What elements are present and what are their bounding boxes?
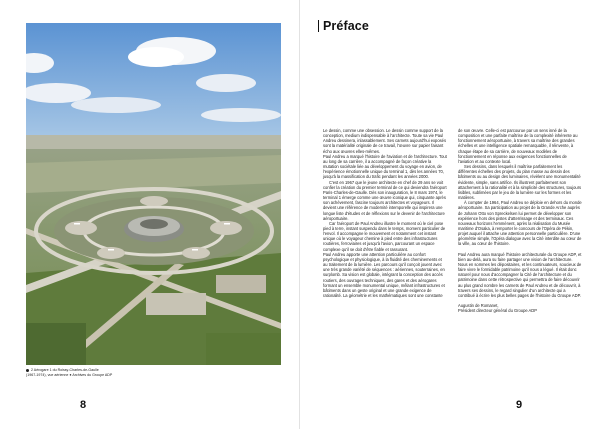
paragraph: Ses dessins, dans lesquels il maîtrise parfaitement les différentes échelles des projets, du plan masse au dessin des bâtiments ou au design des luminaires, révèlent une monumentalité évidente, simple, sans artifice. Ils illustrent parfaitement son attachement à la rationalité et à la simplicité des structures, toujours lisibles, sublimées par le jeu de la lumière sur les formes et les matières. [458,164,582,201]
bullet-icon [26,369,29,372]
aerial-photo-illustration [26,23,281,365]
right-page [300,0,600,429]
page-number-left: 8 [80,399,87,411]
paragraph: Paul Andreu apporte une attention particulière au confort psychologique et physiologique, à la fluidité des cheminements et au traitement de la lumière. Les parcours qu'il conçoit jouent avec une très grande variété de séquences : aériennes, souterraines, en surplomb. Sa vision est globale, intégrant la conception des accès routiers, des ouvrages techniques, des gares et des aérogares formant un ensemble monumental unique, mêlant infrastructures et bâtiments dans un geste original et une grande exigence de rationalité. La géométrie et les mathématiques sont une constante [323,251,445,298]
text-column-1 [323,128,447,298]
paragraph: C'est en 1967 que le jeune architecte en chef de 29 ans se voit confier la création du premier terminal de ce qui deviendra l'aéroport Paris-Charles-de-Gaulle. Dès son inauguration, le 8 mars 1974, le terminal 1 émerge comme une œuvre iconique qui, cinquante après son achèvement, fascine toujours architectes et voyageurs. Il devient une référence de modernité intemporelle qui inspirera une longue liste d'études et de réflexions sur le devenir de l'architecture aéroportuaire. [323,179,447,221]
text-column-2 [458,128,582,313]
paragraph: de son œuvre. Celle-ci est parcourue par un sens inné de la composition et une parfaite maîtrise de la complexité inhérente au fonctionnement aéroportuaire, à travers sa maîtrise des grandes échelles et une intelligence spatiale remarquable, il réinvente, à chaque étape de sa carrière, de nouveaux modèles de fonctionnement en réponse aux exigences fonctionnelles de l'aviation et au contexte local. [458,128,578,164]
paragraph: Le dessin, comme une obsession. Le dessin comme support de la conception, medium indispensable à l'architecte. Toute sa vie Paul Andreu dessinera, inlassablement. Ses carnets aujourd'hui exposés sont la matérialité originale de ce travail, l'œuvre sur papier faisant écho aux œuvres elles-mêmes. [323,128,446,154]
paragraph: Car l'aéroport de Paul Andreu illustre le moment où le ciel pose pied à terre, instant suspendu dans le temps, moment particulier de l'envol. Il accompagne le mouvement et notamment cet instant unique où le voyageur chemine à pied entre des infrastructures routières, ferroviaires et jusqu'à l'avion, parcourant un espace complexe qu'il se doit d'être fiable et rassurant. [323,220,446,252]
photo-caption [26,368,216,378]
paragraph: À compter de 1964, Paul Andreu se déploie en dehors du monde aéroportuaire. Sa participation au projet de la Grande Arche auprès de Johann Otto von Spreckelsen lui permet de développer son expérience hors des pistes d'atterrissage et des terminaux. Ces nouveaux horizons l'emmènent, après la réalisation du Musée maritime d'Osaka, à remporter le concours de l'Opéra de Pékin, projet auquel il attache une attention personnelle particulière. D'une géométrie simple, l'Opéra dialogue avec la Cité interdite au cœur de la ville, au cœur de l'histoire. [458,200,582,247]
signature-title: Président directeur général du Groupe ADP [458,308,537,314]
page-title: Préface [318,20,369,32]
page-number-right: 9 [516,399,523,411]
paragraph: Paul Andreu aura marqué l'histoire architecturale du Groupe ADP, et bien au-delà, aura su faire partager une vision de l'architecture. Nous en sommes les dépositaires, et les continuateurs, soucieux de faire vivre le formidable patrimoine qu'il nous a légué. Il était donc naturel pour nous d'accompagner la Cité de l'architecture et du patrimoine dans cette rétrospective qui permettra de faire découvrir au plus grand nombre les carnets de Paul Andreu et de découvrir, à travers ses dessins, le regard singulier d'un architecte qui a contribué à écrire les plus belles pages de l'histoire du Groupe ADP. [458,251,582,298]
caption-text-1: 2 Aérogare 1 du Roissy-Charles-de-Gaulle [31,368,99,372]
caption-line-2: (1967-1974), vue aérienne ● Archives du Groupe ADP [26,373,113,377]
aerial-photo [26,23,281,365]
paragraph: Paul Andreu a marqué l'histoire de l'aviation et de l'architecture. Tout au long de sa carrière, il a accompagné de façon créative la mutation sociétale liée au développement du voyage en avion, de l'expérience émotionnelle unique du terminal 1, dès les années 70, jusqu'à la massification du trafic pendant les années 2000. [323,153,447,180]
signature-name: Augustin de Romanet, [458,303,499,308]
